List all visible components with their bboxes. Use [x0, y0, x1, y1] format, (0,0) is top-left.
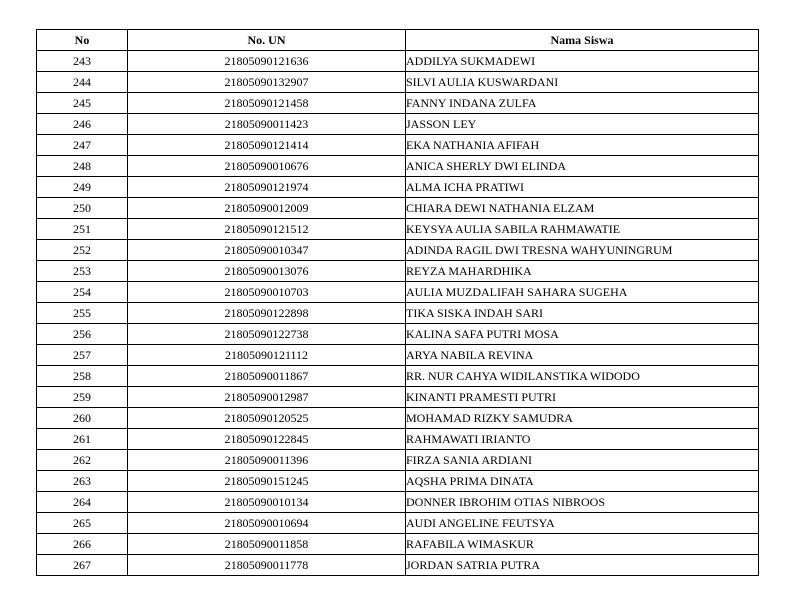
student-name: TIKA SISKA INDAH SARI: [406, 303, 759, 324]
table-row: [37, 492, 759, 513]
exam-number: 21805090151245: [128, 471, 406, 492]
student-name: ADINDA RAGIL DWI TRESNA WAHYUNINGRUM: [406, 240, 759, 261]
exam-number: 21805090012987: [128, 387, 406, 408]
table-row: [37, 366, 759, 387]
row-number: 255: [37, 303, 128, 324]
row-number: 245: [37, 93, 128, 114]
student-name: RAFABILA WIMASKUR: [406, 534, 759, 555]
table-row: [37, 93, 759, 114]
exam-number: 21805090121414: [128, 135, 406, 156]
table-row: [37, 51, 759, 72]
exam-number: 21805090122845: [128, 429, 406, 450]
row-number: 266: [37, 534, 128, 555]
student-name: JORDAN SATRIA PUTRA: [406, 555, 759, 576]
header-no: No: [37, 30, 128, 51]
table-header: [37, 30, 759, 51]
student-name: AQSHA PRIMA DINATA: [406, 471, 759, 492]
student-name: ADDILYA SUKMADEWI: [406, 51, 759, 72]
header-name: Nama Siswa: [406, 30, 759, 51]
row-number: 264: [37, 492, 128, 513]
header-un: No. UN: [128, 30, 406, 51]
table-row: [37, 345, 759, 366]
row-number: 248: [37, 156, 128, 177]
student-name: DONNER IBROHIM OTIAS NIBROOS: [406, 492, 759, 513]
table-row: [37, 156, 759, 177]
table-row: [37, 114, 759, 135]
exam-number: 21805090011778: [128, 555, 406, 576]
exam-number: 21805090011396: [128, 450, 406, 471]
exam-number: 21805090121512: [128, 219, 406, 240]
exam-number: 21805090010694: [128, 513, 406, 534]
student-name: ANICA SHERLY DWI ELINDA: [406, 156, 759, 177]
table-row: [37, 135, 759, 156]
student-name: AULIA MUZDALIFAH SAHARA SUGEHA: [406, 282, 759, 303]
student-name: MOHAMAD RIZKY SAMUDRA: [406, 408, 759, 429]
table-row: [37, 471, 759, 492]
exam-number: 21805090011423: [128, 114, 406, 135]
exam-number: 21805090132907: [128, 72, 406, 93]
table-row: [37, 72, 759, 93]
exam-number: 21805090121636: [128, 51, 406, 72]
table-row: [37, 261, 759, 282]
row-number: 243: [37, 51, 128, 72]
exam-number: 21805090120525: [128, 408, 406, 429]
exam-number: 21805090010703: [128, 282, 406, 303]
student-name: RR. NUR CAHYA WIDILANSTIKA WIDODO: [406, 366, 759, 387]
student-name: KEYSYA AULIA SABILA RAHMAWATIE: [406, 219, 759, 240]
row-number: 253: [37, 261, 128, 282]
exam-number: 21805090122738: [128, 324, 406, 345]
table-row: [37, 282, 759, 303]
table-row: [37, 450, 759, 471]
row-number: 258: [37, 366, 128, 387]
row-number: 267: [37, 555, 128, 576]
student-table: [36, 29, 759, 576]
table-body: [37, 51, 759, 576]
table-row: [37, 387, 759, 408]
row-number: 252: [37, 240, 128, 261]
row-number: 257: [37, 345, 128, 366]
exam-number: 21805090121458: [128, 93, 406, 114]
table-row: [37, 240, 759, 261]
exam-number: 21805090010134: [128, 492, 406, 513]
row-number: 265: [37, 513, 128, 534]
exam-number: 21805090011858: [128, 534, 406, 555]
row-number: 249: [37, 177, 128, 198]
row-number: 259: [37, 387, 128, 408]
exam-number: 21805090121112: [128, 345, 406, 366]
row-number: 256: [37, 324, 128, 345]
student-name: ARYA NABILA REVINA: [406, 345, 759, 366]
table-row: [37, 177, 759, 198]
row-number: 263: [37, 471, 128, 492]
exam-number: 21805090012009: [128, 198, 406, 219]
exam-number: 21805090011867: [128, 366, 406, 387]
row-number: 244: [37, 72, 128, 93]
row-number: 251: [37, 219, 128, 240]
student-name: EKA NATHANIA AFIFAH: [406, 135, 759, 156]
exam-number: 21805090010676: [128, 156, 406, 177]
row-number: 261: [37, 429, 128, 450]
row-number: 247: [37, 135, 128, 156]
row-number: 262: [37, 450, 128, 471]
student-name: RAHMAWATI IRIANTO: [406, 429, 759, 450]
student-name: SILVI AULIA KUSWARDANI: [406, 72, 759, 93]
table-row: [37, 555, 759, 576]
table-row: [37, 408, 759, 429]
row-number: 254: [37, 282, 128, 303]
exam-number: 21805090013076: [128, 261, 406, 282]
table-row: [37, 324, 759, 345]
table-row: [37, 429, 759, 450]
table-row: [37, 303, 759, 324]
header-row: [37, 30, 759, 51]
student-name: FANNY INDANA ZULFA: [406, 93, 759, 114]
table-row: [37, 198, 759, 219]
student-name: KINANTI PRAMESTI PUTRI: [406, 387, 759, 408]
exam-number: 21805090122898: [128, 303, 406, 324]
table-row: [37, 534, 759, 555]
table-row: [37, 513, 759, 534]
student-name: ALMA ICHA PRATIWI: [406, 177, 759, 198]
student-name: KALINA SAFA PUTRI MOSA: [406, 324, 759, 345]
student-name: REYZA MAHARDHIKA: [406, 261, 759, 282]
row-number: 246: [37, 114, 128, 135]
student-name: FIRZA SANIA ARDIANI: [406, 450, 759, 471]
exam-number: 21805090121974: [128, 177, 406, 198]
student-name: AUDI ANGELINE FEUTSYA: [406, 513, 759, 534]
row-number: 250: [37, 198, 128, 219]
table-row: [37, 219, 759, 240]
row-number: 260: [37, 408, 128, 429]
exam-number: 21805090010347: [128, 240, 406, 261]
student-name: CHIARA DEWI NATHANIA ELZAM: [406, 198, 759, 219]
student-name: JASSON LEY: [406, 114, 759, 135]
